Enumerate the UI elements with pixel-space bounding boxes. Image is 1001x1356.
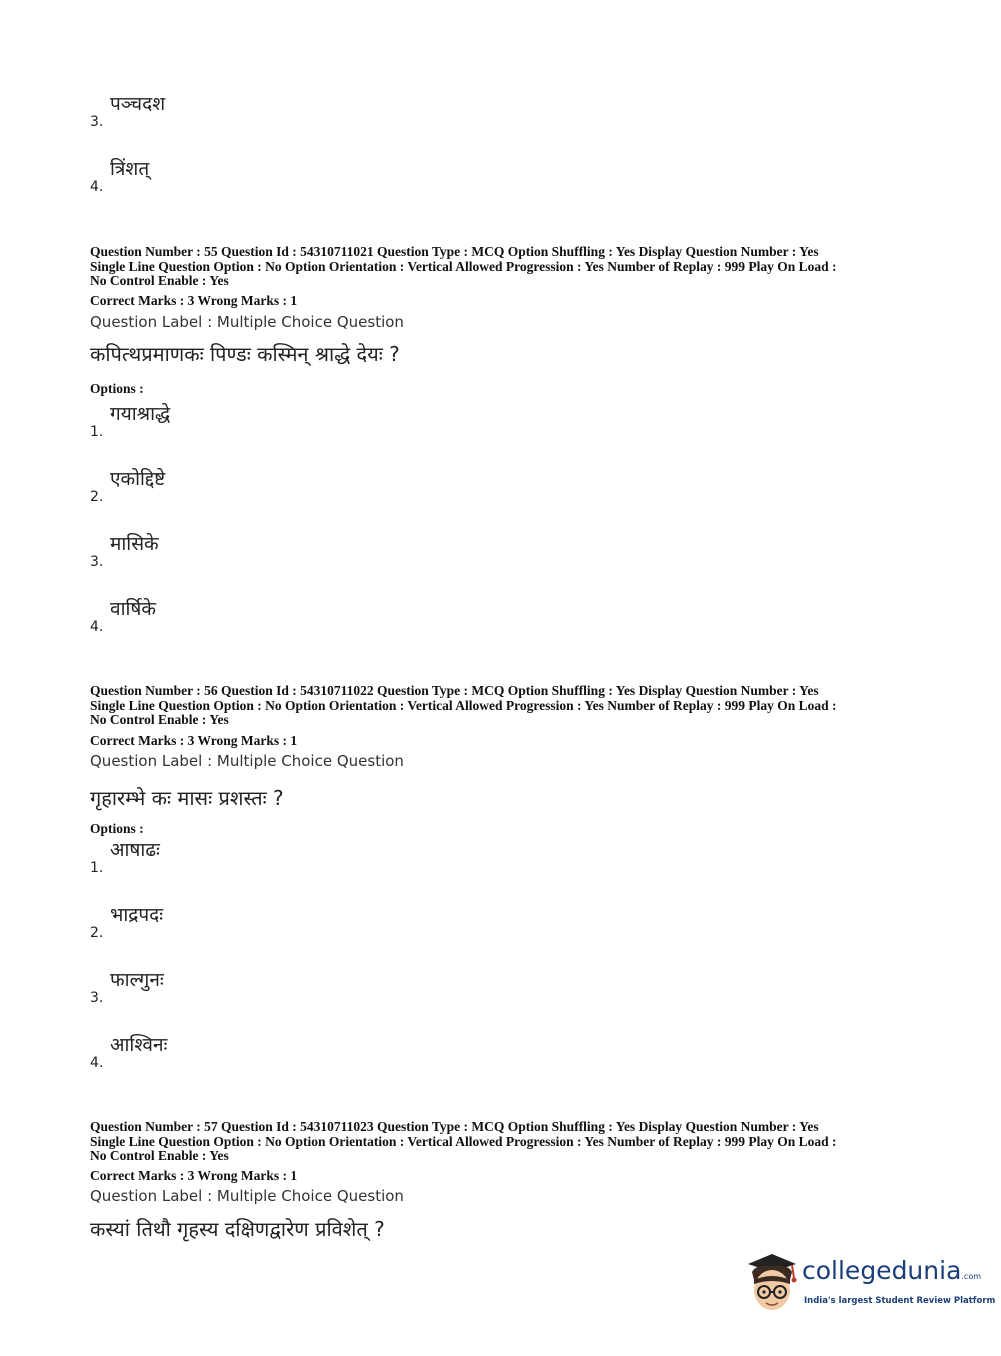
meta-line: Question Number : 55 Question Id : 54310711021 Question Type : MCQ Option Shuffling : Yes Display Question Number : Yes — [90, 244, 819, 259]
option-text: भाद्रपदः — [110, 904, 164, 926]
question-text: कपित्थप्रमाणकः पिण्डः कस्मिन् श्राद्धे देयः ? — [90, 342, 400, 366]
question-meta — [90, 684, 920, 728]
option-text: वार्षिके — [110, 598, 156, 620]
meta-line: Single Line Question Option : No Option Orientation : Vertical Allowed Progression : Yes Number of Replay : 999 Play On Load : — [90, 258, 837, 274]
option-number: 3. — [90, 990, 104, 1006]
meta-line: Question Number : 57 Question Id : 54310711023 Question Type : MCQ Option Shuffling : Yes Display Question Number : Yes — [90, 1119, 819, 1134]
option-text: फाल्गुनः — [110, 969, 164, 991]
question-meta — [90, 1120, 920, 1164]
brand-name — [802, 1256, 981, 1285]
meta-line: No Control Enable : Yes — [90, 712, 229, 727]
question-label: Question Label : Multiple Choice Question — [90, 1187, 404, 1205]
meta-line: No Control Enable : Yes — [90, 1148, 229, 1163]
option-number: 2. — [90, 925, 104, 941]
option-number: 4. — [90, 619, 104, 635]
marks-line: Correct Marks : 3 Wrong Marks : 1 — [90, 733, 298, 748]
question-label: Question Label : Multiple Choice Question — [90, 313, 404, 331]
meta-line: No Control Enable : Yes — [90, 273, 229, 288]
meta-line: Question Number : 56 Question Id : 54310711022 Question Type : MCQ Option Shuffling : Yes Display Question Number : Yes — [90, 683, 819, 698]
brand-tagline: India's largest Student Review Platform — [804, 1296, 996, 1306]
option-number: 4. — [90, 1055, 104, 1071]
marks-line: Correct Marks : 3 Wrong Marks : 1 — [90, 293, 298, 308]
meta-line: Single Line Question Option : No Option Orientation : Vertical Allowed Progression : Yes Number of Replay : 999 Play On Load : — [90, 1133, 837, 1149]
question-text: कस्यां तिथौ गृहस्य दक्षिणद्वारेण प्रविशेत् ? — [90, 1217, 385, 1241]
option-text: त्रिंशत् — [110, 158, 150, 180]
option-number: 3. — [90, 114, 104, 130]
option-text: मासिके — [110, 533, 159, 555]
option-text: पञ्चदश — [110, 93, 166, 115]
options-heading: Options : — [90, 381, 144, 396]
option-text: आषाढः — [110, 839, 160, 861]
option-number: 3. — [90, 554, 104, 570]
marks-line: Correct Marks : 3 Wrong Marks : 1 — [90, 1168, 298, 1183]
question-text: गृहारम्भे कः मासः प्रशस्तः ? — [90, 786, 284, 810]
option-text: एकोद्दिष्टे — [110, 468, 166, 490]
option-text: आश्विनः — [110, 1034, 168, 1056]
option-number: 1. — [90, 860, 104, 876]
option-number: 1. — [90, 424, 104, 440]
collegedunia-logo — [742, 1250, 996, 1314]
question-label: Question Label : Multiple Choice Question — [90, 752, 404, 770]
option-number: 4. — [90, 179, 104, 195]
option-number: 2. — [90, 489, 104, 505]
question-meta — [90, 245, 920, 289]
meta-line: Single Line Question Option : No Option Orientation : Vertical Allowed Progression : Yes Number of Replay : 999 Play On Load : — [90, 697, 837, 713]
brand-text: collegedunia — [802, 1256, 962, 1285]
mascot-icon — [742, 1250, 802, 1314]
option-text: गयाश्राद्धे — [110, 403, 171, 425]
brand-suffix: .com — [961, 1272, 982, 1281]
options-heading: Options : — [90, 821, 144, 836]
